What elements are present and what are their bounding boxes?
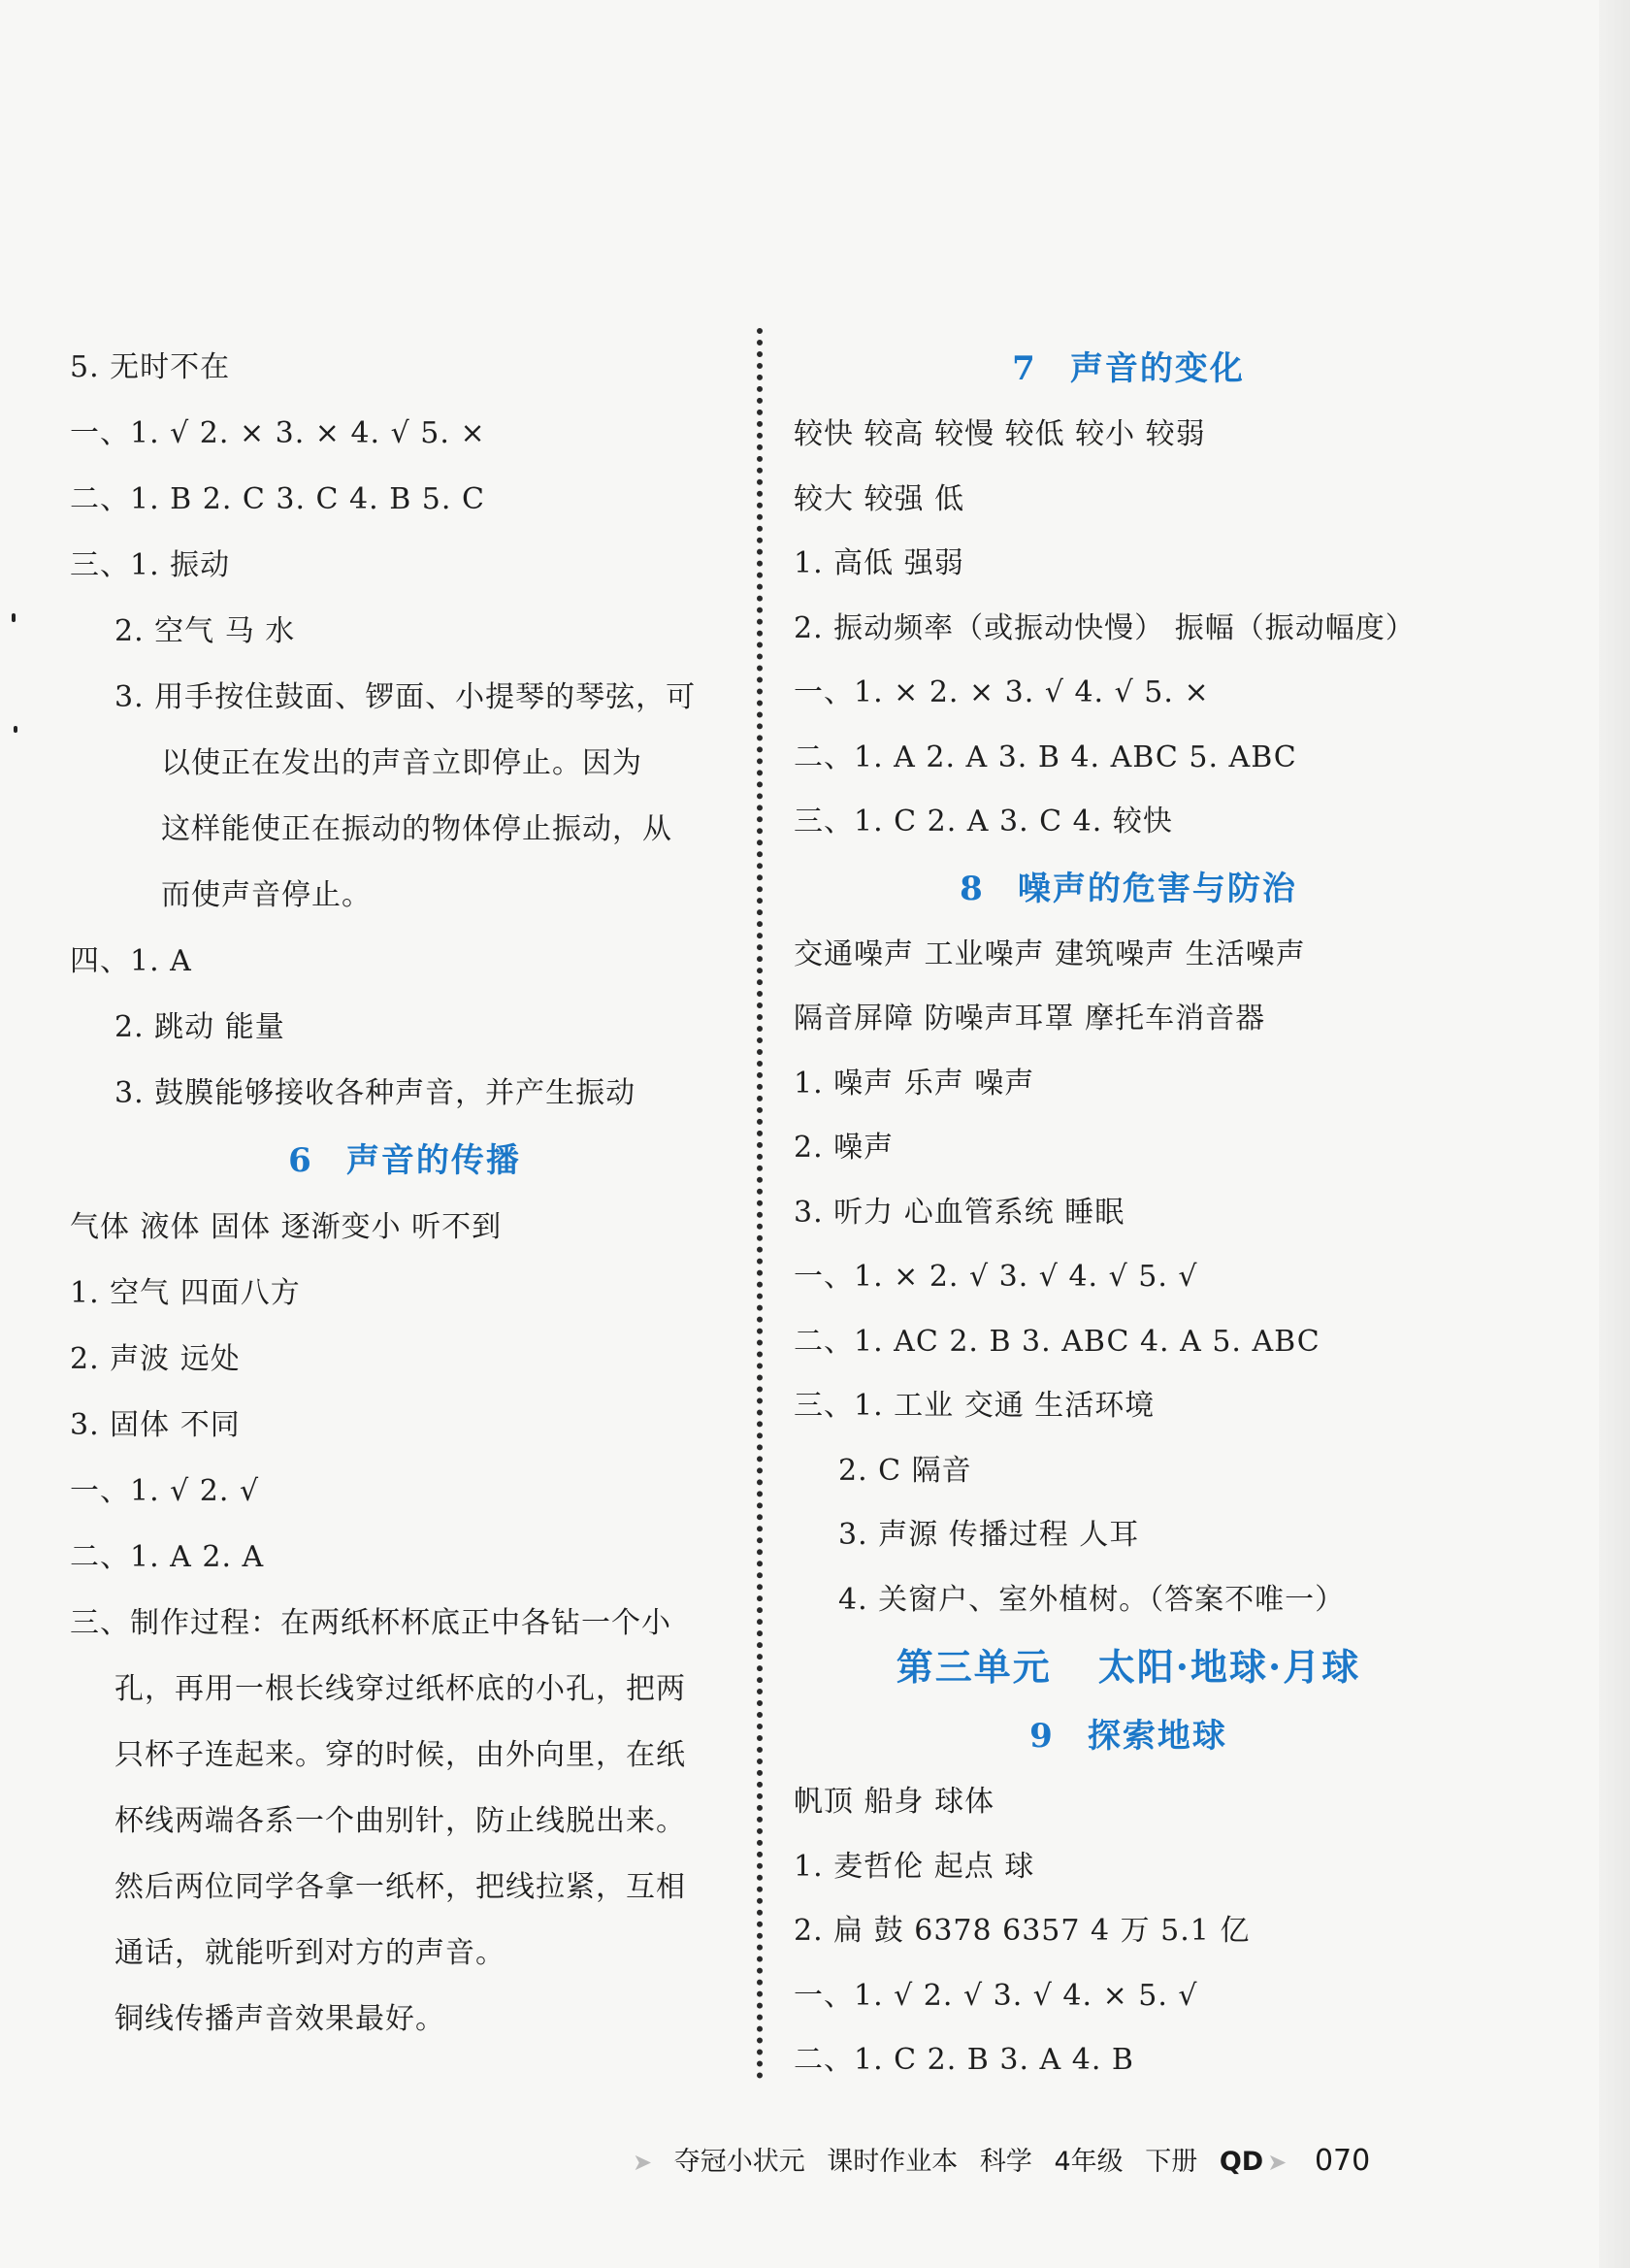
answer-line: 三、1. C 2. A 3. C 4. 较快 <box>794 805 1173 838</box>
answer-line: 二、1. C 2. B 3. A 4. B <box>794 2043 1134 2077</box>
footer-book: 课时作业本 <box>827 2147 959 2177</box>
answer-line: 2. C 隔音 <box>838 1453 972 1488</box>
answer-line: 较快 较高 较慢 较低 较小 较弱 <box>794 417 1206 451</box>
answer-line: 1. 高低 强弱 <box>794 546 964 580</box>
lesson-heading <box>794 1702 1463 1770</box>
answer-line: 二、1. A 2. A 3. B 4. ABC 5. ABC <box>794 740 1297 774</box>
page-number: 070 <box>1314 2144 1371 2178</box>
footer-volume: 下册 <box>1145 2147 1198 2177</box>
answer-line: 二、1. B 2. C 3. C 4. B 5. C <box>70 482 485 516</box>
answer-line: 铜线传播声音效果最好。 <box>114 2002 445 2036</box>
answer-line: 一、1. √ 2. × 3. × 4. √ 5. × <box>70 416 486 450</box>
answer-line: 3. 固体 不同 <box>70 1408 241 1442</box>
lesson-number: 9 <box>1029 1717 1055 1756</box>
unit-label: 第三单元 <box>896 1645 1052 1689</box>
answer-line: 孔，再用一根长线穿过纸杯底的小孔，把两 <box>114 1672 686 1706</box>
margin-mark <box>14 726 17 733</box>
answer-line: 四、1. A <box>70 944 192 978</box>
answer-line: 1. 麦哲伦 起点 球 <box>794 1849 1035 1884</box>
answer-line: 2. 空气 马 水 <box>114 614 296 648</box>
footer-arrow-icon: ➤ <box>633 2149 653 2176</box>
lesson-number: 8 <box>960 869 985 908</box>
answer-line: 通话，就能听到对方的声音。 <box>114 1936 505 1970</box>
answer-line: 较大 较强 低 <box>794 481 965 516</box>
answer-line: 3. 声源 传播过程 人耳 <box>838 1518 1140 1552</box>
footer-edition: QD <box>1219 2147 1264 2177</box>
answer-line: 5. 无时不在 <box>70 350 231 384</box>
answer-line: 杯线两端各系一个曲别针，防止线脱出来。 <box>114 1804 686 1838</box>
unit-title: 太阳·地球·月球 <box>1097 1645 1361 1689</box>
answer-line: 二、1. AC 2. B 3. ABC 4. A 5. ABC <box>794 1324 1320 1359</box>
answer-line: 这样能使正在振动的物体停止振动，从 <box>161 812 672 846</box>
unit-heading <box>794 1632 1463 1702</box>
lesson-number: 7 <box>1012 349 1037 388</box>
page-footer <box>633 2140 1384 2183</box>
answer-line: 一、1. √ 2. √ <box>70 1474 260 1508</box>
answer-line: 一、1. × 2. × 3. √ 4. √ 5. × <box>794 675 1210 709</box>
answer-line: 一、1. √ 2. √ 3. √ 4. × 5. √ <box>794 1978 1198 2013</box>
right-column <box>794 335 1463 2093</box>
footer-grade: 4年级 <box>1054 2147 1124 2177</box>
answer-line: 2. 声波 远处 <box>70 1342 241 1376</box>
answer-line: 3. 听力 心血管系统 睡眠 <box>794 1195 1125 1230</box>
lesson-heading <box>794 335 1463 403</box>
answer-line: 一、1. × 2. √ 3. √ 4. √ 5. √ <box>794 1260 1198 1294</box>
page-edge <box>1599 0 1630 2268</box>
answer-line: 1. 噪声 乐声 噪声 <box>794 1066 1035 1101</box>
answer-line: 气体 液体 固体 逐渐变小 听不到 <box>70 1210 503 1244</box>
answer-line: 而使声音停止。 <box>161 878 372 912</box>
answer-line: 2. 扁 鼓 6378 6357 4 万 5.1 亿 <box>794 1914 1251 1948</box>
lesson-number: 6 <box>288 1141 313 1180</box>
answer-line: 三、制作过程：在两纸杯杯底正中各钻一个小 <box>70 1606 671 1640</box>
column-divider <box>757 328 763 2080</box>
answer-line: 2. 跳动 能量 <box>114 1010 285 1044</box>
answer-line: 三、1. 振动 <box>70 548 231 582</box>
left-column <box>70 335 739 2053</box>
lesson-heading <box>70 1127 739 1195</box>
answer-line: 3. 用手按住鼓面、锣面、小提琴的琴弦，可 <box>114 680 697 714</box>
answer-line: 三、1. 工业 交通 生活环境 <box>794 1389 1156 1423</box>
answer-line: 交通噪声 工业噪声 建筑噪声 生活噪声 <box>794 937 1306 971</box>
answer-line: 1. 空气 四面八方 <box>70 1276 301 1310</box>
lesson-title: 探索地球 <box>1087 1717 1227 1756</box>
answer-line: 2. 噪声 <box>794 1131 895 1165</box>
lesson-heading <box>794 855 1463 923</box>
lesson-title: 噪声的危害与防治 <box>1017 869 1297 908</box>
answer-line: 帆顶 船身 球体 <box>794 1785 995 1819</box>
lesson-title: 声音的传播 <box>345 1141 521 1180</box>
footer-subject: 科学 <box>979 2147 1032 2177</box>
footer-arrow-icon: ➤ <box>1267 2149 1288 2176</box>
lesson-title: 声音的变化 <box>1069 349 1245 388</box>
footer-brand: 夺冠小状元 <box>673 2147 805 2177</box>
margin-mark <box>12 613 16 622</box>
answer-line: 以使正在发出的声音立即停止。因为 <box>161 746 642 780</box>
answer-line: 2. 振动频率（或振动快慢） 振幅（振动幅度） <box>794 610 1416 645</box>
answer-line: 然后两位同学各拿一纸杯，把线拉紧，互相 <box>114 1870 686 1904</box>
answer-line: 3. 鼓膜能够接收各种声音，并产生振动 <box>114 1076 636 1110</box>
answer-line: 二、1. A 2. A <box>70 1540 265 1574</box>
answer-line: 只杯子连起来。穿的时候，由外向里，在纸 <box>114 1738 686 1772</box>
answer-line: 4. 关窗户、室外植树。（答案不唯一） <box>838 1582 1346 1617</box>
answer-line: 隔音屏障 防噪声耳罩 摩托车消音器 <box>794 1002 1266 1035</box>
